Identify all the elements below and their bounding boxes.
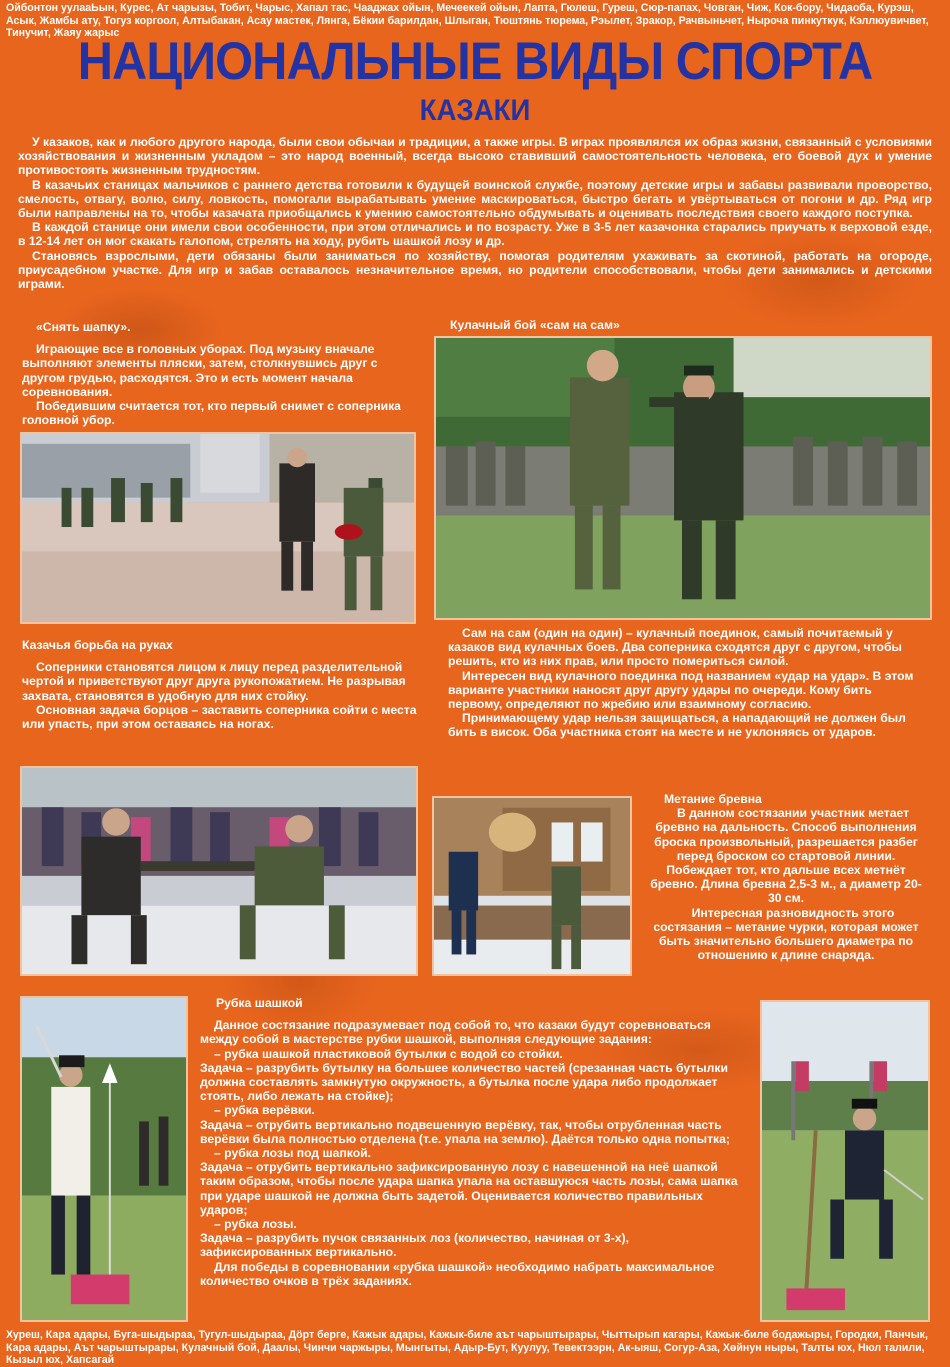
saber-section [200,996,744,1288]
intro-text [18,135,932,291]
intro-paragraph: В казачьих станицах мальчиков с раннего детства готовили к будущей воинской службе, поэтому детские игры и забавы развивали проворство, смелость, отвагу, волю, силу, ловкость, помогали вырабатывать умение маскироваться, быстро бегать и увёртываться от погони и др. Ряд игр были направлены на то, чтобы казачата приобщались к умению самостоятельно обдумывать и оценивать последствия своего каждого поступка. [18,177,932,221]
wrestling-photo [20,766,418,976]
log-throw-photo [432,796,632,976]
hat-game-section [22,320,418,427]
wrestling-text: Соперники становятся лицом к лицу перед разделительной чертой и приветствуют друг друга рукопожатием. Не разрывая захвата, становятся в удобную для них стойку. [22,660,406,703]
bottom-games-list: Хуреш, Кара адары, Буга-шыдыраа, Тугул-шыдыраа, Дӧрт берге, Кажык адары, Кажык-биле аът чарыштырары, Чыттырып кагары, Кажык-биле бодажыры, Городки, Панчык, Кара адары, Аът чарыштырары, Кулачный бой, Даалы, Чинчи чаржыры, Мынгыты, Адыр-Бут, Куулуу, Тевектээрн, Ак-ыяш, Согур-Аза, Хөйнун ныры, Талты юх, Нюл талили, Кызыл юх, Хапсагай [6,1329,928,1366]
log-throw-heading: Метание бревна [664,792,762,806]
saber-text: Данное состязание подразумевает под собой то, что казаки будут соревноваться между собой в мастерстве рубки шашкой, выполняя следующие задания: [200,1018,711,1047]
saber-left-photo [20,996,188,1322]
intro-paragraph: В каждой станице они имели свои особенности, при этом отличались и по возрасту. Уже в 3-5 лет казачонка старались приучать к верховой езде, в 12-14 лет он мог скакать галопом, стрелять на ходу, рубить шашкой лозу и др. [18,220,932,249]
saber-text: Задача – разрубить пучок связанных лоз (количество, начиная от 3-х), зафиксированных вертикально. [200,1231,629,1260]
saber-text: – рубка шашкой пластиковой бутылки с водой со стойки. [214,1046,563,1061]
saber-right-photo [760,1000,930,1322]
fist-fight-section [448,626,922,740]
hat-game-text: Победившим считается тот, кто первый снимет с соперника головной убор. [22,399,401,428]
saber-text: Задача – отрубить вертикально зафиксированную лозу с навешенной на неё шапкой таким образом, чтобы после удара шапка упала на оставшуюся часть лозы, сама шапка при ударе шашкой не должна быть задетой. Оценивается количество правильных ударов; [200,1160,738,1217]
fist-fight-text: Сам на сам (один на один) – кулачный поединок, самый почитаемый у казаков вид кулачных боев. Два соперника сходятся друг с другом, чтобы решить, кто из них прав, или просто помериться силой. [448,626,902,669]
saber-text: – рубка лозы. [214,1217,297,1232]
page-subtitle: КАЗАКИ [419,94,531,127]
saber-text: – рубка верёвки. [214,1103,315,1118]
log-throw-section [646,792,926,962]
hat-game-photo [20,432,416,624]
fist-fight-photo [434,336,932,620]
page-title: НАЦИОНАЛЬНЫЕ ВИДЫ СПОРТА [77,32,873,91]
top-games-list: Ойбонтон уулааЬын, Курес, Ат чарызы, Тобит, Чарыс, Хапал тас, Чааджах ойын, Мечеекей ойын, Лапта, Гюлеш, Гуреш, Сюр-папах, Човган, Чиж, Кок-бору, Чидаоба, Курэш, Асык, Жамбы ату, Тогуз коргоол, Алтыбакан, Асау мастек, Лянга, Бёкии барилдан, Шлыган, Тюштянь тюрема, Рэылет, Зракор, Рачвыньчет, Нырочa пинкуткук, Кэллюувичвет, Тинучит, Жаяу жарыс [6,2,929,39]
fist-fight-text: Интересен вид кулачного поединка под названием «удар на удар». В этом варианте участники наносят друг другу удары по очереди. Кому бить первому, определяют по жребию или взаимному согласию. [448,668,914,712]
hat-game-text: Играющие все в головных уборах. Под музыку вначале выполняют элементы пляски, затем, столкнувшись друг с другом грудью, расходятся. Это и есть момент начала соревнования. [22,342,378,399]
saber-text: Задача – разрубить бутылку на большее количество частей (срезанная часть бутылки должна составлять замкнутую окружность, а бутылка после удара либо продолжает стоять, либо лежать на стойке); [200,1060,728,1104]
fist-fight-text: Принимающему удар нельзя защищаться, а нападающий не должен был бить в висок. Оба участника стоят на месте и не уклоняясь от ударов. [448,711,906,740]
saber-text: Для победы в соревновании «рубка шашкой» необходимо набрать максимальное количество очков в трёх заданиях. [200,1259,715,1288]
intro-paragraph: У казаков, как и любого другого народа, были свои обычаи и традиции, а также игры. В играх проявлялся их образ жизни, связанный с условиями хозяйствования и жизненным укладом – это народ военный, всегда высоко ставивший самостоятельность человека, его боевой дух и умение противостоять жизненным трудностям. [18,135,932,178]
wrestling-text: Основная задача борцов – заставить соперника сойти с места или упасть, при этом оставаясь на ногах. [22,702,417,732]
wrestling-heading: Казачья борьба на руках [22,638,173,652]
hat-game-heading: «Снять шапку». [36,320,131,334]
log-throw-text: В данном состязании участник метает бревно на дальность. Способ выполнения броска произвольный, разрешается разбег перед броском со стартовой линии. Побеждает тот, кто дальше всех метнёт бревно. Длина бревна 2,5-3 м., а диаметр 20-30 см. [650,806,922,906]
intro-paragraph: Становясь взрослыми, дети обязаны были заниматься по хозяйству, помогая родителям ухаживать за скотиной, работать на огороде, приусадебном участке. Для игр и забав оставалось незначительное время, но родители способствовали, чтобы дети занимались и детскими играми. [18,248,932,292]
fist-fight-heading: Кулачный бой «сам на сам» [450,318,620,332]
saber-heading: Рубка шашкой [216,996,303,1010]
wrestling-section [22,638,420,731]
saber-text: Задача – отрубить вертикально подвешенную верёвку, так, чтобы отрубленная часть верёвки была полностью отделена (т.е. упала на землю). Даётся только одна попытка; [200,1117,730,1146]
saber-text: – рубка лозы под шапкой. [214,1146,372,1161]
log-throw-text: Интересная разновидность этого состязания – метание чурки, которая может быть значительно большего диаметра по отношению к длине снаряда. [653,905,919,963]
